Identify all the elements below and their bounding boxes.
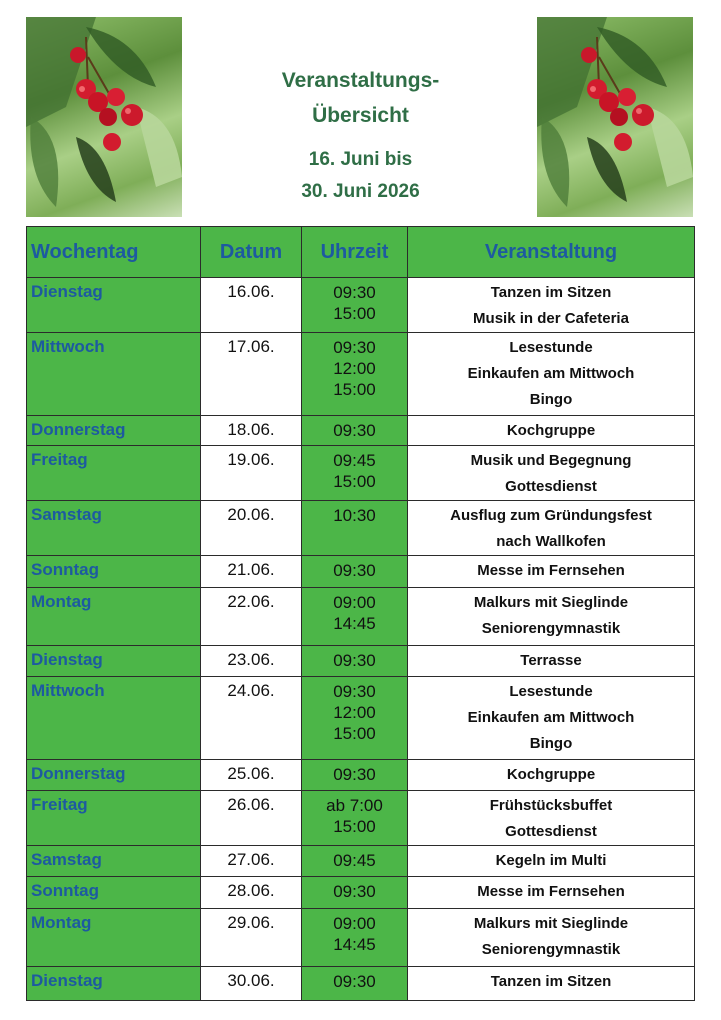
date-cell: 17.06.	[201, 333, 302, 416]
time-cell	[302, 646, 408, 677]
weekday-cell: Samstag	[27, 846, 201, 877]
time-entry: 09:30	[333, 421, 376, 440]
event-entry: Malkurs mit Sieglinde	[473, 594, 629, 611]
table-row	[27, 967, 695, 1001]
table-row	[27, 646, 695, 677]
event-entry: Musik in der Cafeteria	[473, 310, 629, 327]
table-header-row	[27, 227, 695, 278]
date-cell: 16.06.	[201, 278, 302, 333]
time-entry: 15:00	[333, 472, 376, 491]
event-entry: nach Wallkofen	[496, 533, 606, 550]
time-entry: 10:30	[333, 506, 376, 525]
time-cell	[302, 416, 408, 446]
weekday-cell: Donnerstag	[27, 416, 201, 446]
time-entry: ab 7:00	[326, 796, 383, 815]
event-cell	[408, 877, 695, 909]
date-cell: 25.06.	[201, 760, 302, 791]
date-cell: 29.06.	[201, 909, 302, 967]
date-cell: 28.06.	[201, 877, 302, 909]
time-cell	[302, 791, 408, 846]
time-entry: 09:30	[333, 283, 376, 302]
table-row	[27, 677, 695, 760]
time-cell	[302, 333, 408, 416]
event-entry: Bingo	[529, 735, 573, 752]
table-row	[27, 588, 695, 646]
event-entry: Messe im Fernsehen	[477, 883, 625, 900]
time-cell	[302, 588, 408, 646]
weekday-cell: Freitag	[27, 446, 201, 501]
time-entry: 15:00	[333, 304, 376, 323]
time-entry: 09:30	[333, 682, 376, 701]
time-entry: 09:45	[333, 451, 376, 470]
date-cell: 30.06.	[201, 967, 302, 1001]
event-entry: Kegeln im Multi	[495, 852, 607, 869]
time-entry: 12:00	[333, 359, 376, 378]
date-range-line2: 30. Juni 2026	[301, 181, 420, 202]
event-entry: Lesestunde	[509, 339, 593, 356]
weekday-cell: Mittwoch	[27, 677, 201, 760]
date-cell: 23.06.	[201, 646, 302, 677]
table-row	[27, 278, 695, 333]
time-entry: 09:30	[333, 561, 376, 580]
column-header-weekday: Wochentag	[27, 227, 201, 278]
date-cell: 27.06.	[201, 846, 302, 877]
table-row	[27, 846, 695, 877]
date-range-line1: 16. Juni bis	[308, 149, 413, 170]
cherries-photo-right	[537, 17, 693, 217]
event-entry: Lesestunde	[509, 683, 593, 700]
event-entry: Seniorengymnastik	[481, 620, 621, 637]
time-cell	[302, 909, 408, 967]
event-cell	[408, 967, 695, 1001]
event-entry: Seniorengymnastik	[481, 941, 621, 958]
time-entry: 15:00	[333, 380, 376, 399]
event-entry: Malkurs mit Sieglinde	[473, 915, 629, 932]
table-row	[27, 333, 695, 416]
event-entry: Ausflug zum Gründungsfest	[450, 507, 652, 524]
event-cell	[408, 760, 695, 791]
page-title-line2: Übersicht	[312, 104, 409, 127]
time-cell	[302, 846, 408, 877]
event-entry: Tanzen im Sitzen	[490, 284, 612, 301]
time-entry: 09:45	[333, 851, 376, 870]
date-cell: 18.06.	[201, 416, 302, 446]
event-entry: Messe im Fernsehen	[477, 562, 625, 579]
weekday-cell: Sonntag	[27, 556, 201, 588]
event-entry: Gottesdienst	[505, 478, 597, 495]
weekday-cell: Dienstag	[27, 278, 201, 333]
table-row	[27, 791, 695, 846]
event-cell	[408, 416, 695, 446]
event-cell	[408, 446, 695, 501]
event-entry: Gottesdienst	[505, 823, 597, 840]
event-cell	[408, 556, 695, 588]
time-cell	[302, 677, 408, 760]
time-cell	[302, 760, 408, 791]
table-row	[27, 501, 695, 556]
event-entry: Terrasse	[520, 652, 582, 669]
time-entry: 14:45	[333, 614, 376, 633]
event-entry: Einkaufen am Mittwoch	[467, 365, 635, 382]
event-cell	[408, 846, 695, 877]
weekday-cell: Mittwoch	[27, 333, 201, 416]
date-cell: 26.06.	[201, 791, 302, 846]
weekday-cell: Samstag	[27, 501, 201, 556]
event-cell	[408, 646, 695, 677]
table-row	[27, 416, 695, 446]
event-entry: Tanzen im Sitzen	[490, 973, 612, 990]
weekday-cell: Dienstag	[27, 967, 201, 1001]
time-entry: 09:00	[333, 914, 376, 933]
time-entry: 09:00	[333, 593, 376, 612]
time-cell	[302, 877, 408, 909]
weekday-cell: Montag	[27, 909, 201, 967]
weekday-cell: Freitag	[27, 791, 201, 846]
time-entry: 09:30	[333, 651, 376, 670]
time-cell	[302, 446, 408, 501]
event-cell	[408, 791, 695, 846]
time-entry: 12:00	[333, 703, 376, 722]
time-cell	[302, 967, 408, 1001]
time-cell	[302, 556, 408, 588]
event-cell	[408, 501, 695, 556]
weekday-cell: Sonntag	[27, 877, 201, 909]
event-entry: Bingo	[529, 391, 573, 408]
date-cell: 19.06.	[201, 446, 302, 501]
table-row	[27, 877, 695, 909]
time-entry: 09:30	[333, 765, 376, 784]
weekday-cell: Montag	[27, 588, 201, 646]
time-entry: 14:45	[333, 935, 376, 954]
event-cell	[408, 677, 695, 760]
event-entry: Kochgruppe	[506, 422, 596, 439]
table-row	[27, 760, 695, 791]
time-entry: 15:00	[333, 817, 376, 836]
column-header-time: Uhrzeit	[302, 227, 408, 278]
table-row	[27, 446, 695, 501]
date-cell: 21.06.	[201, 556, 302, 588]
event-entry: Einkaufen am Mittwoch	[467, 709, 635, 726]
event-entry: Frühstücksbuffet	[489, 797, 613, 814]
page-title-line1: Veranstaltungs-	[281, 69, 440, 92]
column-header-event: Veranstaltung	[408, 227, 695, 278]
event-cell	[408, 333, 695, 416]
weekday-cell: Dienstag	[27, 646, 201, 677]
event-cell	[408, 278, 695, 333]
event-cell	[408, 909, 695, 967]
table-row	[27, 556, 695, 588]
event-entry: Kochgruppe	[506, 766, 596, 783]
time-entry: 09:30	[333, 972, 376, 991]
column-header-date: Datum	[201, 227, 302, 278]
cherries-photo-left	[26, 17, 182, 217]
table-row	[27, 909, 695, 967]
date-cell: 22.06.	[201, 588, 302, 646]
schedule-table	[26, 226, 695, 1001]
time-entry: 09:30	[333, 882, 376, 901]
weekday-cell: Donnerstag	[27, 760, 201, 791]
date-cell: 24.06.	[201, 677, 302, 760]
time-entry: 09:30	[333, 338, 376, 357]
time-cell	[302, 501, 408, 556]
time-cell	[302, 278, 408, 333]
event-cell	[408, 588, 695, 646]
date-cell: 20.06.	[201, 501, 302, 556]
event-entry: Musik und Begegnung	[470, 452, 632, 469]
time-entry: 15:00	[333, 724, 376, 743]
